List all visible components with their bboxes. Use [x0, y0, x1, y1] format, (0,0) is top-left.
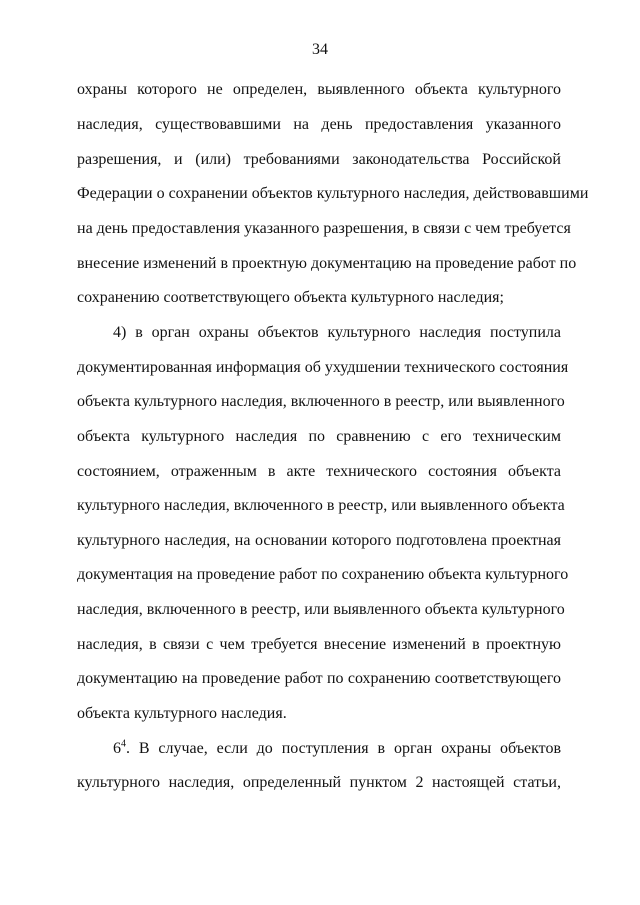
text-line: внесение изменений в проектную документацию на проведение работ по: [77, 255, 577, 272]
text-line: охраны которого не определен, выявленного объекта культурного: [77, 81, 561, 98]
text-line: объекта культурного наследия по сравнению с его техническим: [77, 428, 561, 445]
text-line: документированная информация об ухудшении технического состояния: [77, 359, 569, 376]
text-line: документацию на проведение работ по сохранению соответствующего: [77, 670, 561, 687]
clause-superscript: 4: [121, 738, 126, 750]
clause-number: 6: [113, 740, 121, 757]
clause-text: . В случае, если до поступления в орган охраны объектов: [126, 740, 561, 757]
text-line: культурного наследия, на основании которого подготовлена проектная: [77, 532, 561, 549]
text-line: 4) в орган охраны объектов культурного наследия поступила: [113, 324, 561, 341]
text-line: сохранению соответствующего объекта культурного наследия;: [77, 289, 504, 306]
page-number: 34: [312, 41, 328, 58]
text-line: состоянием, отраженным в акте технического состояния объекта: [77, 463, 561, 480]
text-line: наследия, включенного в реестр, или выявленного объекта культурного: [77, 601, 565, 618]
text-line: объекта культурного наследия.: [77, 705, 287, 722]
text-line: наследия, существовавшими на день предоставления указанного: [77, 116, 561, 133]
clause-heading-line: [113, 739, 561, 759]
text-line: документация на проведение работ по сохранению объекта культурного: [77, 566, 569, 583]
text-line: объекта культурного наследия, включенного в реестр, или выявленного: [77, 393, 565, 410]
text-line: культурного наследия, определенный пунктом 2 настоящей статьи,: [77, 774, 561, 791]
text-line: Федерации о сохранении объектов культурного наследия, действовавшими: [77, 185, 589, 202]
text-line: разрешения, и (или) требованиями законодательства Российской: [77, 151, 561, 168]
text-line: на день предоставления указанного разрешения, в связи с чем требуется: [77, 220, 571, 237]
text-line: культурного наследия, включенного в реестр, или выявленного объекта: [77, 497, 565, 514]
text-line: наследия, в связи с чем требуется внесение изменений в проектную: [77, 636, 561, 653]
